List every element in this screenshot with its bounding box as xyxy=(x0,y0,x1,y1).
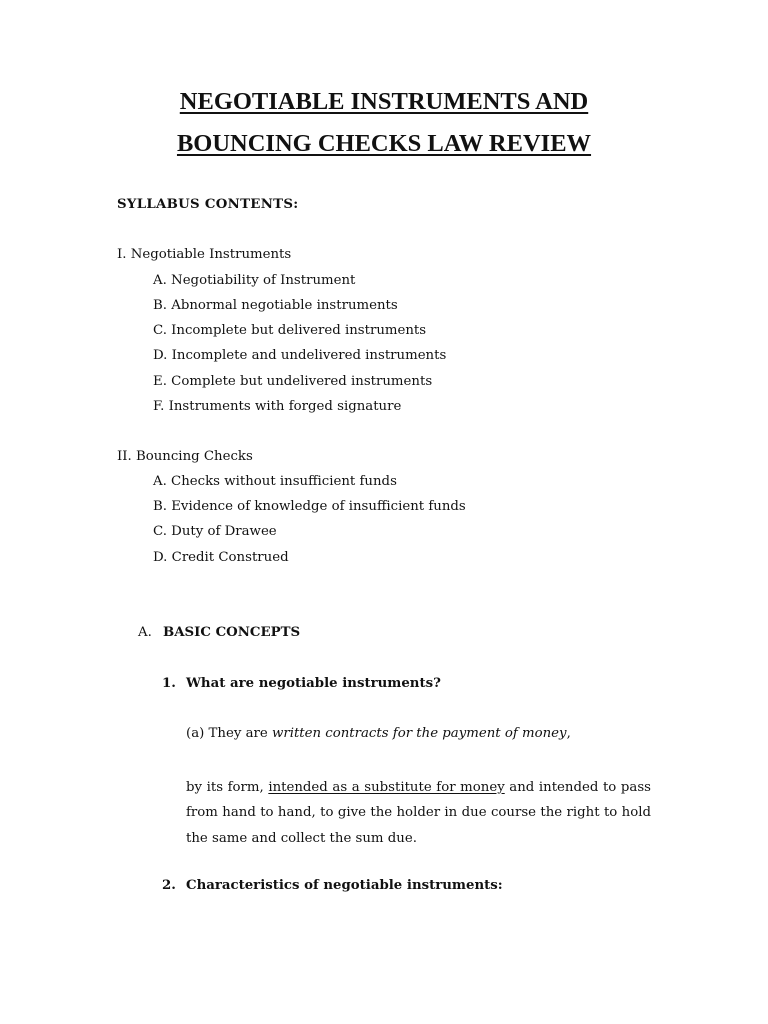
syllabus-item: C. Incomplete but delivered instruments xyxy=(153,323,427,338)
section-heading-bouncing-checks: II. Bouncing Checks xyxy=(117,449,253,464)
syllabus-item: D. Incomplete and undelivered instruments xyxy=(153,348,447,363)
question-number: 2. xyxy=(162,878,176,893)
basic-concepts-marker: A. xyxy=(138,625,152,640)
syllabus-item: A. Negotiability of Instrument xyxy=(153,273,356,288)
answer-a-prefix: (a) They are xyxy=(186,726,272,741)
question-number: 1. xyxy=(162,676,176,691)
syllabus-item: A. Checks without insufficient funds xyxy=(153,474,397,489)
syllabus-item: D. Credit Construed xyxy=(153,550,289,565)
answer-paragraph xyxy=(186,775,651,851)
answer-paragraph-rest: and intended to pass from hand to hand, to give the holder in due course the right to hold the same and collect the sum due. xyxy=(186,780,651,846)
syllabus-item: B. Abnormal negotiable instruments xyxy=(153,298,398,313)
document-title-line-1: NEGOTIABLE INSTRUMENTS AND xyxy=(179,88,589,115)
syllabus-item: C. Duty of Drawee xyxy=(153,524,277,539)
question-text: Characteristics of negotiable instruments: xyxy=(186,878,503,893)
section-heading-negotiable-instruments: I. Negotiable Instruments xyxy=(117,247,292,262)
basic-concepts-heading: BASIC CONCEPTS xyxy=(163,625,301,640)
answer-paragraph-lead: by its form, xyxy=(186,780,269,795)
document-title-line-2: BOUNCING CHECKS LAW REVIEW xyxy=(176,130,592,157)
answer-paragraph-underlined: intended as a substitute for money xyxy=(268,780,505,795)
answer-a-suffix: , xyxy=(566,726,571,741)
syllabus-item: B. Evidence of knowledge of insufficient funds xyxy=(153,499,466,514)
answer-a-emphasis: written contracts for the payment of money xyxy=(271,726,567,741)
answer-a xyxy=(186,725,571,743)
syllabus-item: E. Complete but undelivered instruments xyxy=(153,374,433,389)
question-text: What are negotiable instruments? xyxy=(186,676,441,691)
syllabus-heading: SYLLABUS CONTENTS: xyxy=(117,197,299,212)
syllabus-item: F. Instruments with forged signature xyxy=(153,399,402,414)
